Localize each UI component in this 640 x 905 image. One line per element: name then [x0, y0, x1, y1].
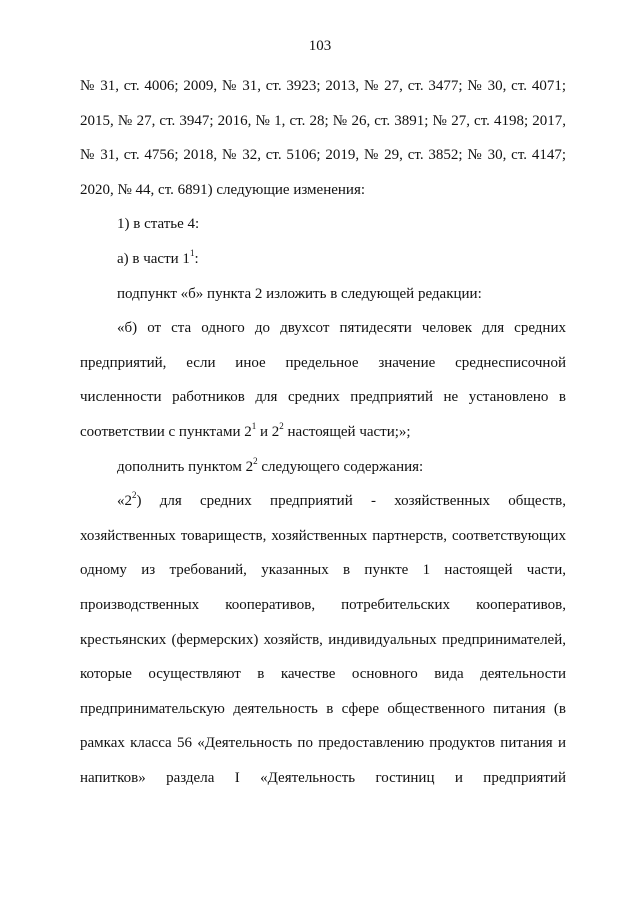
text-run: настоящей части;»; [283, 423, 411, 440]
text-line [80, 630, 566, 665]
superscript: 1 [251, 421, 257, 431]
text-line [80, 318, 566, 353]
text-line [80, 76, 566, 111]
text-run: 2015, № 27, ст. 3947; 2016, № 1, ст. 28; № 26, ст. 3891; № 27, ст. 4198; 2017, [80, 112, 566, 129]
text-line [80, 249, 566, 284]
text-line [80, 768, 566, 803]
text-run: крестьянских (фермерских) хозяйств, индивидуальных предпринимателей, [80, 631, 566, 648]
text-run: производственных кооперативов, потребительских кооперативов, [80, 596, 566, 613]
text-line [80, 111, 566, 146]
superscript: 1 [189, 248, 195, 258]
text-line [80, 664, 566, 699]
text-run: 1) в статье 4: [117, 216, 200, 233]
text-line [80, 214, 566, 249]
page-number: 103 [308, 38, 332, 54]
superscript: 2 [253, 456, 258, 466]
text-run: следующего содержания: [257, 458, 424, 475]
text-run: предпринимательскую деятельность в сфере общественного питания (в [80, 700, 566, 717]
text-line [80, 733, 566, 768]
text-run: напитков» раздела I «Деятельность гостиниц и предприятий [80, 769, 566, 786]
text-line [80, 180, 566, 215]
text-line [80, 699, 566, 734]
text-line [80, 422, 566, 457]
text-run: 2020, № 44, ст. 6891) следующие изменения: [80, 181, 366, 198]
text-run: соответствии с пунктами 2 [80, 423, 252, 440]
text-line [80, 145, 566, 180]
text-run: : [194, 250, 199, 267]
text-line [80, 457, 566, 492]
text-run: дополнить пунктом 2 [117, 458, 254, 475]
text-run: № 31, ст. 4006; 2009, № 31, ст. 3923; 2013, № 27, ст. 3477; № 30, ст. 4071; [80, 78, 566, 94]
text-run: ) для средних предприятий - хозяйственных обществ, [136, 493, 566, 510]
text-run: которые осуществляют в качестве основного вида деятельности [80, 666, 566, 683]
text-line [80, 387, 566, 422]
text-line [80, 491, 566, 526]
superscript: 2 [132, 491, 137, 501]
superscript: 2 [279, 421, 284, 431]
text-run: и 2 [256, 423, 280, 440]
text-run: одному из требований, указанных в пункте 1 настоящей части, [80, 562, 566, 579]
document-body [80, 76, 566, 802]
text-run: № 31, ст. 4756; 2018, № 32, ст. 5106; 2019, № 29, ст. 3852; № 30, ст. 4147; [80, 147, 566, 164]
text-run: а) в части 1 [117, 250, 190, 267]
text-run: рамках класса 56 «Деятельность по предоставлению продуктов питания и [80, 735, 566, 752]
text-run: предприятий, если иное предельное значение среднесписочной [80, 354, 566, 371]
text-line [80, 560, 566, 595]
text-line [80, 595, 566, 630]
text-run: подпункт «б» пункта 2 изложить в следующей редакции: [117, 285, 482, 302]
text-line [80, 353, 566, 388]
text-line [80, 526, 566, 561]
text-line [80, 284, 566, 319]
text-run: «2 [117, 493, 132, 510]
text-run: «б) от ста одного до двухсот пятидесяти человек для средних [117, 320, 566, 337]
text-run: хозяйственных товариществ, хозяйственных партнерств, соответствующих [80, 527, 566, 544]
text-run: численности работников для средних предприятий не установлено в [80, 389, 566, 406]
